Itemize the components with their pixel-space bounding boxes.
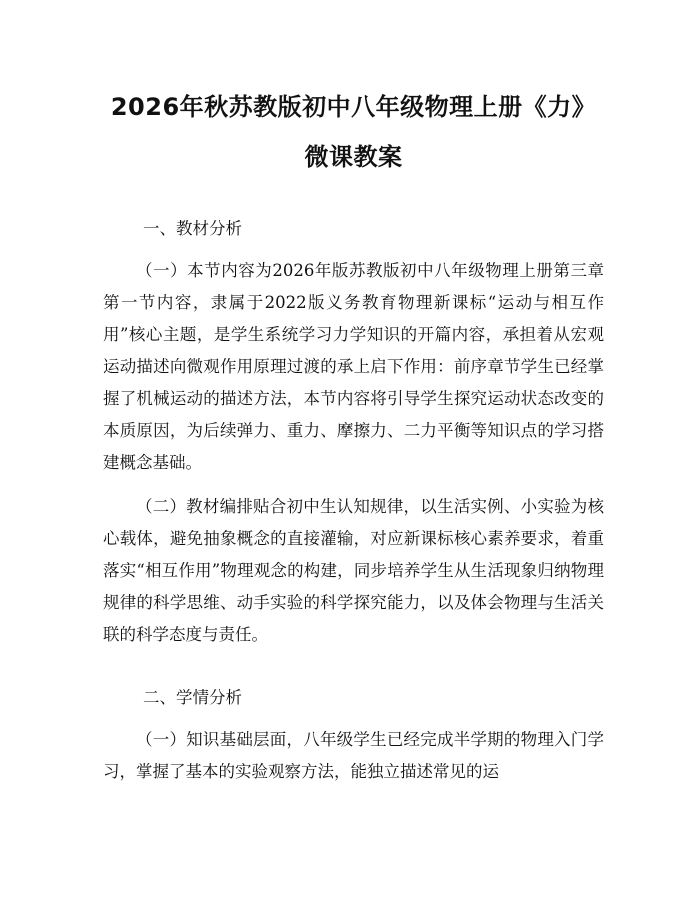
title-line-2: 微课教案 bbox=[304, 143, 403, 171]
paragraph-student-analysis-1: （一）知识基础层面，八年级学生已经完成半学期的物理入门学习，掌握了基本的实验观察方法，能独立描述常见的运 bbox=[103, 730, 604, 781]
document-title bbox=[103, 0, 604, 182]
title-line-1: 2026年秋苏教版初中八年级物理上册《力》 bbox=[110, 93, 597, 121]
paragraph-textbook-analysis-2: （二）教材编排贴合初中生认知规律，以生活实例、小实验为核心载体，避免抽象概念的直接灌输，对应新课标核心素养要求，着重落实“相互作用”物理观念的构建，同步培养学生从生活现象归纳物理规律的科学思维、动手实验的科学探究能力，以及体会物理与生活关联的科学态度与责任。 bbox=[103, 497, 604, 644]
paragraph-textbook-analysis-1: （一）本节内容为2026年版苏教版初中八年级物理上册第三章第一节内容，隶属于2022版义务教育物理新课标“运动与相互作用”核心主题，是学生系统学习力学知识的开篇内容，承担着从宏观运动描述向微观作用原理过渡的承上启下作用：前序章节学生已经掌握了机械运动的描述方法，本节内容将引导学生探究运动状态改变的本质原因，为后续弹力、重力、摩擦力、二力平衡等知识点的学习搭建概念基础。 bbox=[103, 261, 604, 472]
section-heading-textbook-analysis: 一、教材分析 bbox=[143, 219, 242, 238]
section-heading-student-analysis: 二、学情分析 bbox=[143, 688, 242, 707]
